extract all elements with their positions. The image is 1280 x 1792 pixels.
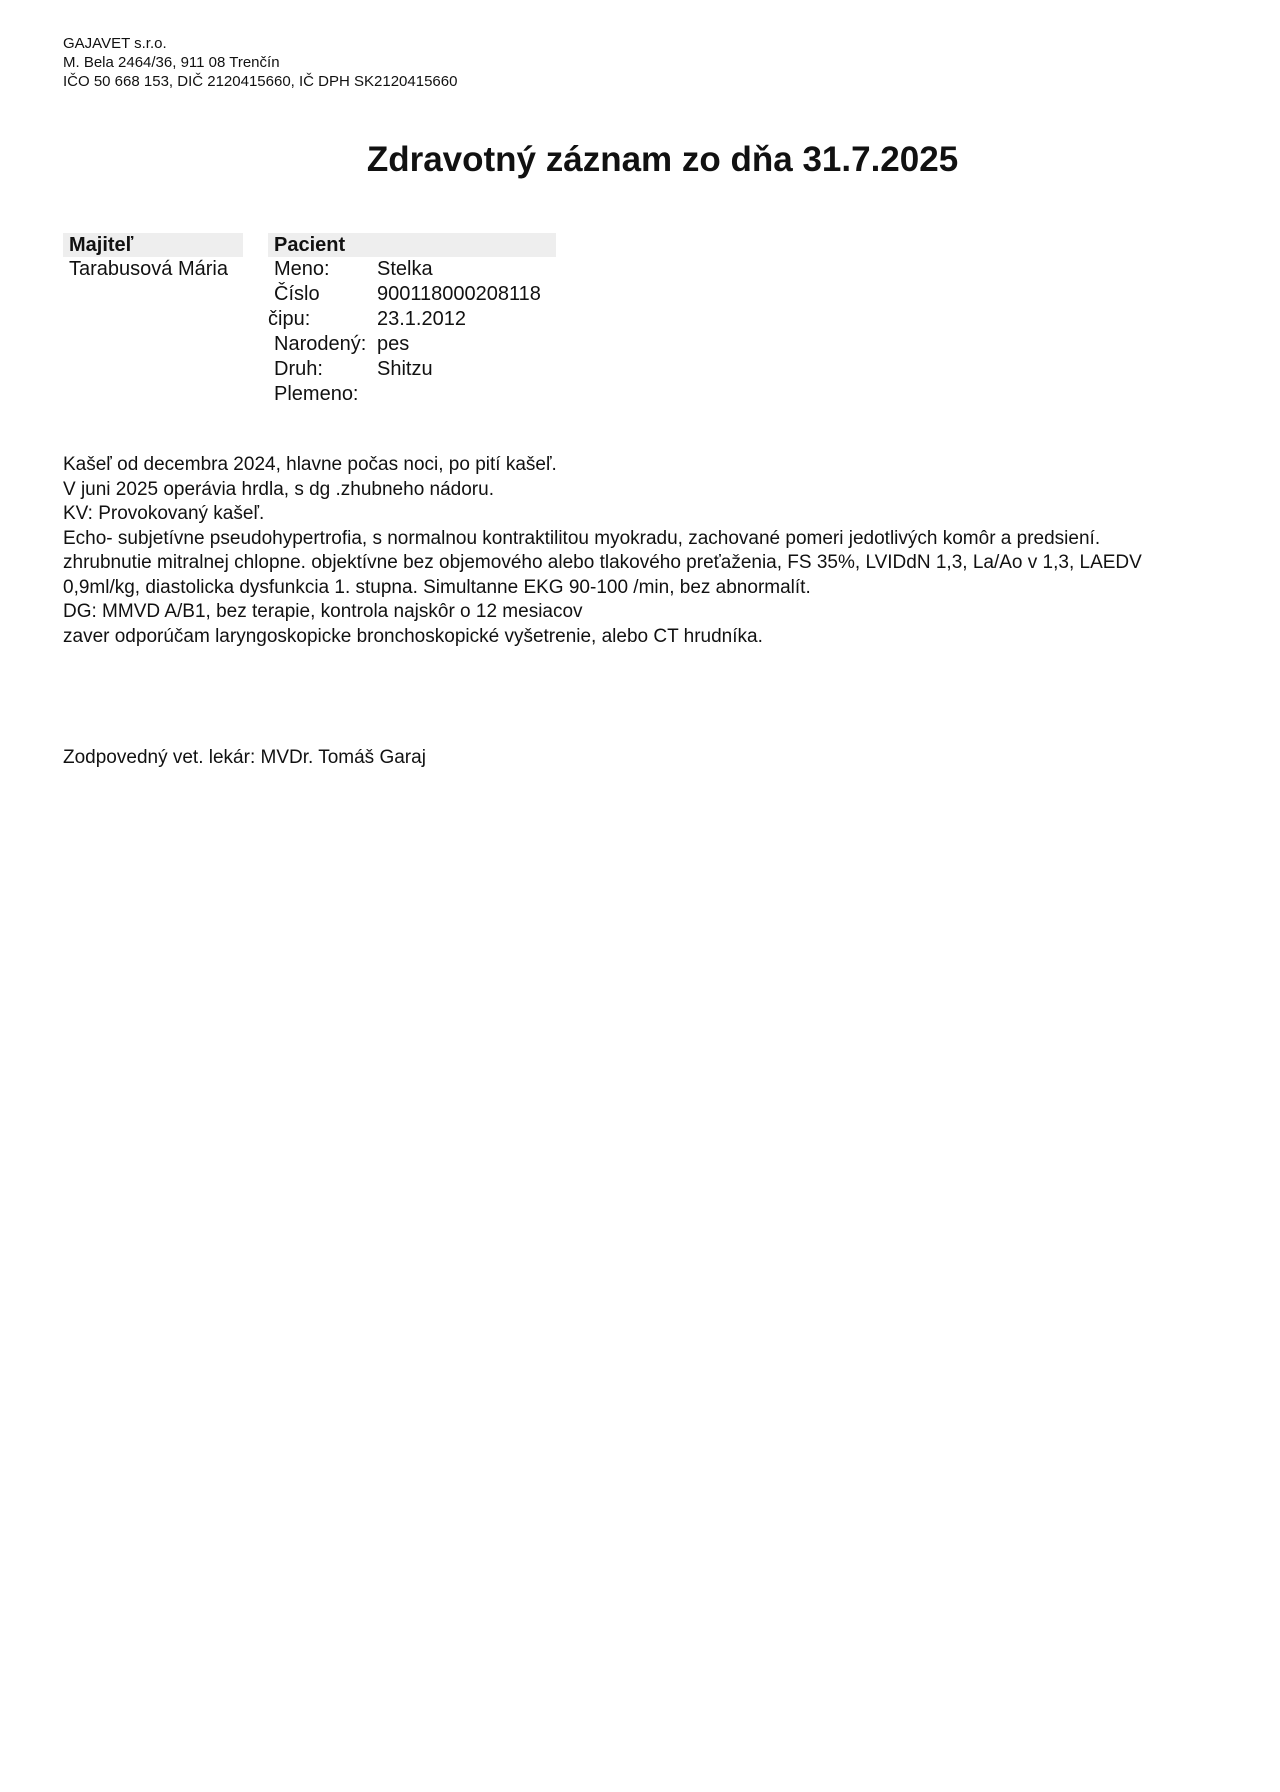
patient-label-breed: Plemeno: <box>274 383 359 405</box>
note-line: V juni 2025 operávia hrdla, s dg .zhubneho nádoru. <box>63 478 494 500</box>
patient-label-species: Druh: <box>274 358 323 380</box>
company-header <box>63 34 457 91</box>
owner-header: Majiteľ <box>63 233 243 257</box>
record-title: Zdravotný záznam zo dňa 31.7.2025 <box>366 140 959 179</box>
note-line: Kašeľ od decembra 2024, hlavne počas noci, po pití kašeľ. <box>63 454 557 475</box>
company-ids: IČO 50 668 153, DIČ 2120415660, IČ DPH SK2120415660 <box>63 73 458 90</box>
company-address: M. Bela 2464/36, 911 08 Trenčín <box>63 54 280 71</box>
note-line: DG: MMVD A/B1, bez terapie, kontrola najskôr o 12 mesiacov <box>63 601 583 622</box>
owner-section <box>63 233 243 282</box>
clinical-notes <box>63 453 1263 649</box>
patient-value-chip: 900118000208118 <box>377 283 541 305</box>
patient-values <box>377 257 541 382</box>
patient-label-born: Narodený: <box>274 333 367 355</box>
patient-value-name: Stelka <box>377 258 433 280</box>
patient-value-species: pes <box>377 333 410 355</box>
responsible-vet: Zodpovedný vet. lekár: MVDr. Tomáš Garaj <box>63 747 426 768</box>
patient-label-chip-number: Číslo <box>274 283 320 305</box>
patient-value-breed: Shitzu <box>377 358 433 380</box>
note-line: zaver odporúčam laryngoskopicke bronchoskopické vyšetrenie, alebo CT hrudníka. <box>63 625 763 647</box>
company-name: GAJAVET s.r.o. <box>63 35 167 52</box>
patient-label-chip: čipu: <box>268 308 311 330</box>
owner-name: Tarabusová Mária <box>69 258 228 280</box>
patient-section <box>268 233 556 405</box>
note-line: 0,9ml/kg, diastolicka dysfunkcia 1. stupna. Simultanne EKG 90-100 /min, bez abnormalít. <box>63 576 811 598</box>
patient-header: Pacient <box>268 233 556 257</box>
note-line: Echo- subjetívne pseudohypertrofia, s normalnou kontraktilitou myokradu, zachované pomeri jedotlivých komôr a predsiení. <box>63 527 1101 549</box>
note-line: KV: Provokovaný kašeľ. <box>63 503 265 524</box>
note-line: zhrubnutie mitralnej chlopne. objektívne bez objemového alebo tlakového preťaženia, FS 35%, LVIDdN 1,3, La/Ao v 1,3, LAEDV <box>63 552 1142 573</box>
patient-labels <box>268 257 373 407</box>
patient-value-born: 23.1.2012 <box>377 308 466 330</box>
patient-label-name: Meno: <box>274 258 330 280</box>
